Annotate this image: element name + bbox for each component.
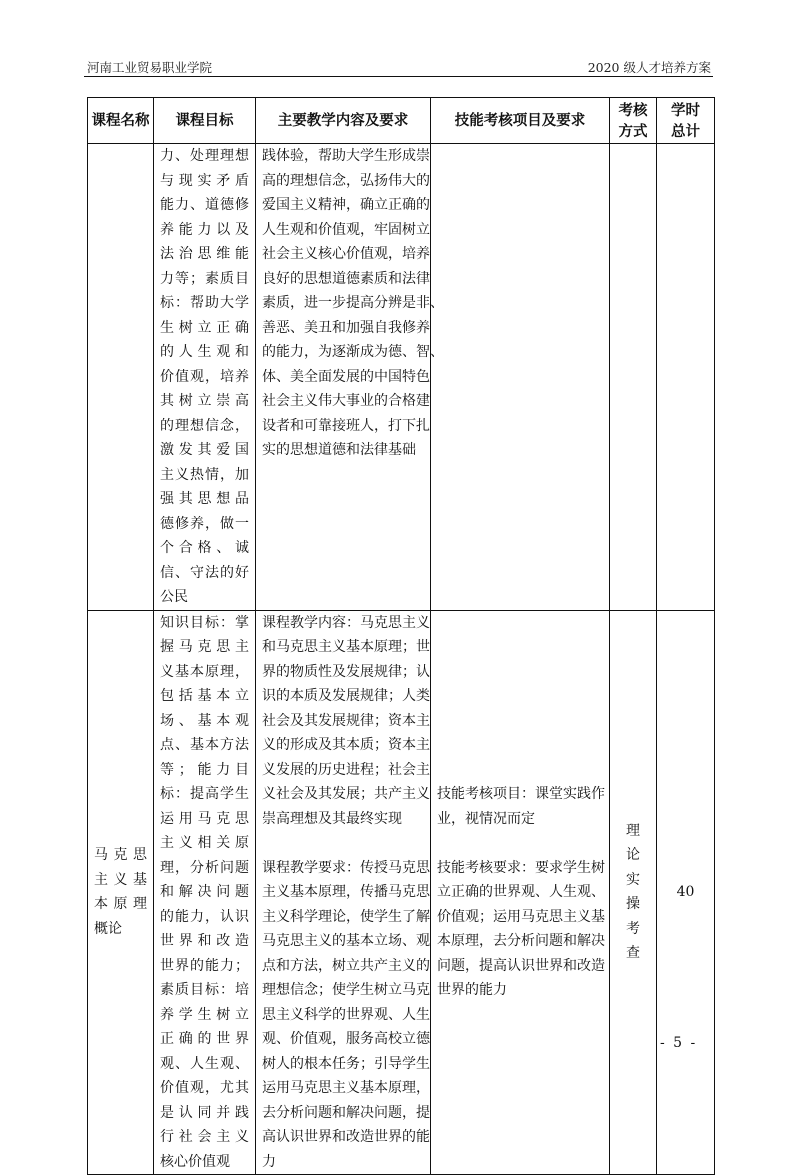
content-line: 高认识世界和改造世界的能 bbox=[262, 1129, 430, 1145]
col-header-course-name: 课程名称 bbox=[88, 98, 154, 144]
header-divider bbox=[84, 76, 713, 77]
goal-text-line: 主义相关原 bbox=[160, 835, 249, 851]
content-line: 力 bbox=[262, 1153, 276, 1170]
content-line: 素质，进一步提高分辨是非、 bbox=[262, 295, 444, 311]
goal-text-line: 标：帮助大学 bbox=[160, 295, 249, 311]
goal-text-line: 义基本原理， bbox=[160, 663, 249, 680]
assessment-method: 理论实操考查 bbox=[626, 822, 640, 962]
goal-text-line: 能力、道德修 bbox=[160, 197, 249, 213]
goal-text-line: 行社会主义 bbox=[160, 1129, 249, 1145]
content-line: 思主义科学的世界观、人生 bbox=[262, 1006, 430, 1023]
goal-text-line: 德修养，做一 bbox=[160, 515, 249, 532]
course-goal-cell bbox=[154, 144, 256, 611]
goal-text-line: 公民 bbox=[160, 589, 188, 605]
goal-text-line: 标：提高学生 bbox=[160, 786, 249, 802]
goal-text-line: 主义热情，加 bbox=[160, 466, 249, 483]
content-line: 社会主义伟大事业的合格建 bbox=[262, 393, 430, 409]
content-line: 识的本质及发展规律；人类 bbox=[262, 688, 430, 704]
goal-text-line: 世界的能力； bbox=[160, 957, 249, 974]
skill-line: 技能考核项目：课堂实践作 bbox=[437, 786, 605, 802]
content-cell bbox=[256, 144, 444, 611]
goal-text-line: 与现实矛盾 bbox=[160, 172, 249, 189]
content-line: 爱国主义精神，确立正确的 bbox=[262, 197, 430, 213]
goal-text-line: 个合格、诚 bbox=[160, 540, 249, 556]
goal-text-line: 力等；素质目 bbox=[160, 270, 249, 287]
content-line: 义社会及其发展；共产主义 bbox=[262, 786, 430, 802]
content-line: 的能力，为逐渐成为德、智、 bbox=[262, 344, 444, 360]
page-number: - 5 - bbox=[660, 1035, 698, 1051]
content-line: 界的物质性及发展规律；认 bbox=[262, 663, 430, 680]
content-line: 和马克思主义基本原理；世 bbox=[262, 639, 430, 655]
content-line: 运用马克思主义基本原理， bbox=[262, 1080, 430, 1096]
content-line: 点和方法，树立共产主义的 bbox=[262, 957, 430, 974]
course-goal-cell bbox=[154, 610, 256, 1175]
goal-text-line: 生树立正确 bbox=[160, 319, 249, 336]
content-line: 课程教学内容：马克思主义 bbox=[262, 614, 430, 631]
header-school-name: 河南工业贸易职业学院 bbox=[87, 60, 213, 75]
course-table bbox=[87, 97, 715, 1175]
goal-text-line: 养学生树立 bbox=[160, 1006, 249, 1023]
goal-text-line: 力、处理理想 bbox=[160, 148, 249, 164]
goal-text-line: 握马克思主 bbox=[160, 639, 249, 655]
content-line: 高的理想信念，弘扬伟大的 bbox=[262, 172, 430, 189]
goal-text-line: 观、人生观、 bbox=[160, 1055, 249, 1072]
goal-text-line: 法治思维能 bbox=[160, 246, 249, 262]
col-header-assessment-method: 考核方式 bbox=[610, 98, 657, 144]
content-line: 社会主义核心价值观，培养 bbox=[262, 246, 430, 262]
goal-text-line: 的能力，认识 bbox=[160, 908, 249, 925]
goal-text-line: 养能力以及 bbox=[160, 221, 249, 238]
content-line: 善恶、美丑和加强自我修养 bbox=[262, 319, 430, 336]
col-header-content: 主要教学内容及要求 bbox=[256, 98, 431, 144]
table-header-row bbox=[88, 98, 715, 144]
goal-text-line: 和解决问题 bbox=[160, 884, 249, 900]
goal-text-line: 信、守法的好 bbox=[160, 564, 249, 581]
skill-cell bbox=[431, 610, 610, 1175]
goal-text-line: 正确的世界 bbox=[160, 1031, 249, 1047]
goal-text-line: 包括基本立 bbox=[160, 688, 249, 704]
total-hours-cell bbox=[657, 610, 715, 1175]
skill-line: 本原理，去分析问题和解决 bbox=[437, 933, 605, 949]
content-line: 义发展的历史进程；社会主 bbox=[262, 761, 430, 778]
skill-cell bbox=[431, 144, 610, 611]
goal-text-line: 理，分析问题 bbox=[160, 859, 249, 876]
content-line: 崇高理想及其最终实现 bbox=[262, 810, 402, 827]
goal-text-line: 其树立崇高 bbox=[160, 393, 249, 409]
content-line: 去分析问题和解决问题，提 bbox=[262, 1104, 430, 1121]
skill-line: 技能考核要求：要求学生树 bbox=[437, 859, 605, 876]
goal-text-line: 价值观，培养 bbox=[160, 368, 249, 385]
goal-text-line: 价值观，尤其 bbox=[160, 1080, 249, 1096]
total-hours: 40 bbox=[676, 884, 695, 900]
table-row bbox=[88, 144, 715, 611]
content-line: 观、价值观，服务高校立德 bbox=[262, 1031, 430, 1047]
skill-line: 价值观；运用马克思主义基 bbox=[437, 908, 605, 925]
goal-text-line: 强其思想品 bbox=[160, 491, 249, 507]
col-header-skill-assessment: 技能考核项目及要求 bbox=[431, 98, 610, 144]
assessment-method-cell bbox=[610, 610, 657, 1175]
skill-line: 世界的能力 bbox=[437, 982, 507, 998]
content-line: 主义基本原理，传播马克思 bbox=[262, 884, 430, 900]
content-line: 设者和可靠接班人，打下扎 bbox=[262, 417, 430, 434]
goal-text-line: 的人生观和 bbox=[160, 344, 249, 360]
goal-text-line: 知识目标：掌 bbox=[160, 614, 249, 631]
content-line: 体、美全面发展的中国特色 bbox=[262, 368, 430, 385]
goal-text-line: 是认同并践 bbox=[160, 1104, 249, 1121]
content-line: 理想信念；使学生树立马克 bbox=[262, 982, 430, 998]
skill-line: 业，视情况而定 bbox=[437, 810, 535, 827]
goal-text-line: 素质目标：培 bbox=[160, 982, 249, 998]
total-hours-cell bbox=[657, 144, 715, 611]
content-line: 践体验，帮助大学生形成崇 bbox=[262, 148, 430, 164]
content-line: 树人的根本任务；引导学生 bbox=[262, 1055, 430, 1072]
content-line: 社会及其发展规律；资本主 bbox=[262, 712, 430, 729]
assessment-method-cell bbox=[610, 144, 657, 611]
skill-line: 问题，提高认识世界和改造 bbox=[437, 957, 605, 974]
content-line: 马克思主义的基本立场、观 bbox=[262, 933, 430, 949]
course-name: 马克思主义基本原理概论 bbox=[94, 847, 147, 937]
goal-text-line: 的理想信念， bbox=[160, 417, 249, 434]
content-line: 人生观和价值观，牢固树立 bbox=[262, 221, 430, 238]
goal-text-line: 世界和改造 bbox=[160, 933, 249, 949]
table-row bbox=[88, 610, 715, 1175]
goal-text-line: 点、基本方法 bbox=[160, 737, 249, 753]
course-name-cell bbox=[88, 610, 154, 1175]
goal-text-line: 核心价值观 bbox=[160, 1153, 230, 1170]
content-line: 课程教学要求：传授马克思 bbox=[262, 859, 430, 876]
content-line: 主义科学理论，使学生了解 bbox=[262, 908, 430, 925]
header-document-title: 2020 级人才培养方案 bbox=[587, 60, 711, 75]
goal-text-line: 等；能力目 bbox=[160, 761, 249, 778]
content-line: 义的形成及其本质；资本主 bbox=[262, 737, 430, 753]
content-cell bbox=[256, 610, 431, 1175]
goal-text-line: 激发其爱国 bbox=[160, 442, 249, 458]
col-header-course-goal: 课程目标 bbox=[154, 98, 256, 144]
goal-text-line: 运用马克思 bbox=[160, 810, 249, 827]
course-name-cell bbox=[88, 144, 154, 611]
goal-text-line: 场、基本观 bbox=[160, 712, 249, 729]
skill-line: 立正确的世界观、人生观、 bbox=[437, 884, 605, 900]
col-header-total-hours: 学时总计 bbox=[657, 98, 715, 144]
content-line: 实的思想道德和法律基础 bbox=[262, 442, 416, 458]
content-line: 良好的思想道德素质和法律 bbox=[262, 270, 430, 287]
